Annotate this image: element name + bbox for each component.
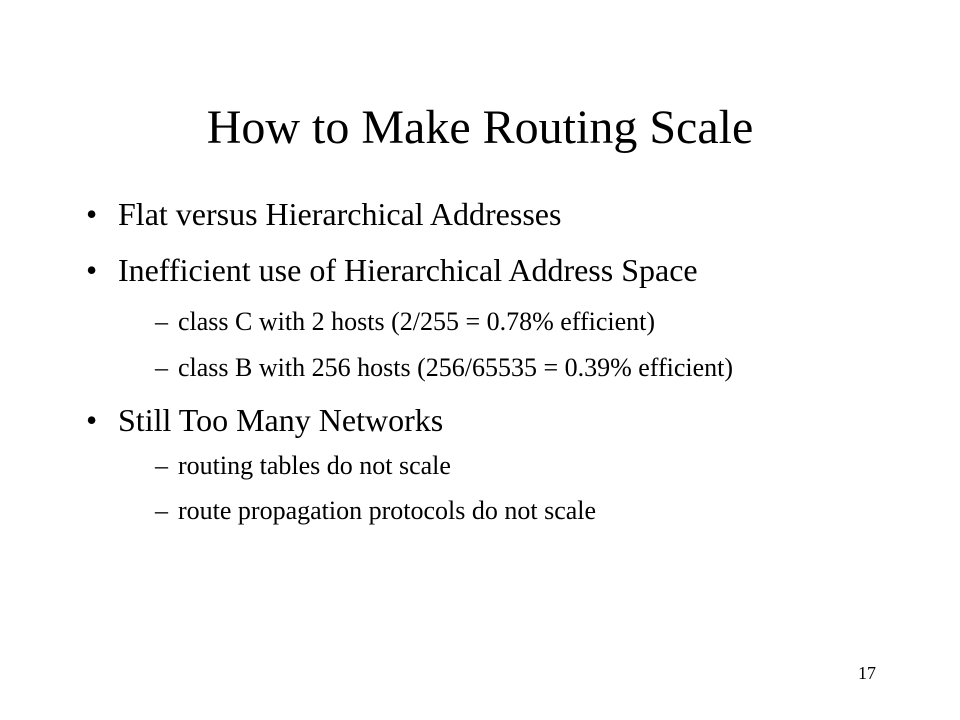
page-number: 17	[858, 663, 876, 683]
sub-item-marker: –	[155, 451, 168, 480]
sub-item-text: route propagation protocols do not scale	[178, 496, 597, 525]
bullet-marker: •	[86, 196, 98, 232]
bullet-marker: •	[86, 252, 98, 288]
bullet-text: Still Too Many Networks	[118, 402, 444, 438]
bullet-text: Inefficient use of Hierarchical Address Space	[118, 252, 698, 288]
bullet-marker: •	[86, 402, 98, 438]
sub-item-text: routing tables do not scale	[178, 451, 451, 480]
sub-item-text: class C with 2 hosts (2/255 = 0.78% efficient)	[178, 307, 656, 336]
sub-item-marker: –	[155, 496, 168, 525]
slide-title: How to Make Routing Scale	[206, 101, 754, 154]
sub-item-marker: –	[155, 307, 168, 336]
sub-item-text: class B with 256 hosts (256/65535 = 0.39% efficient)	[178, 353, 734, 382]
bullet-text: Flat versus Hierarchical Addresses	[118, 196, 562, 232]
sub-item-marker: –	[155, 353, 168, 382]
